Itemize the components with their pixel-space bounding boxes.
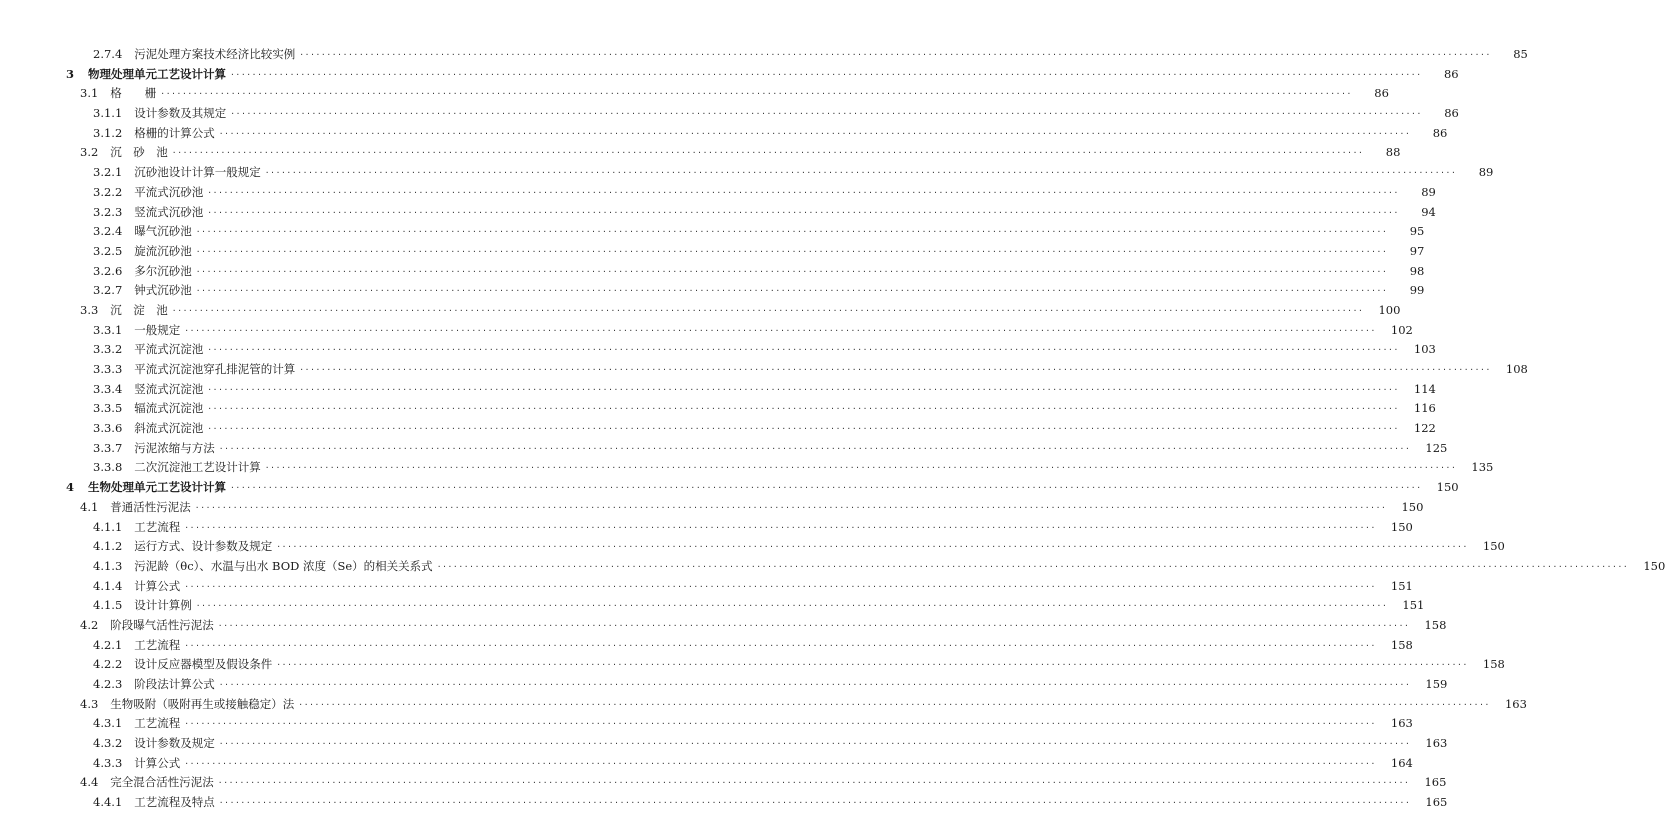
- toc-entry-label: [0, 675, 215, 695]
- toc-entry: [0, 163, 1494, 183]
- toc-entry-page: 86: [1374, 86, 1389, 101]
- dot-leader: ····························································································································································································································: [195, 286, 1388, 296]
- toc-entry-number: 3.1: [80, 86, 99, 101]
- dot-leader: ····························································································································································································································: [207, 207, 1399, 217]
- toc-entry-label: [0, 183, 203, 203]
- toc-entry: [0, 655, 1505, 675]
- toc-entry: [0, 616, 1447, 636]
- toc-entry-title: 竖流式沉淀池: [134, 381, 204, 396]
- toc-entry-label: [0, 793, 215, 813]
- toc-entry-page: 150: [1436, 480, 1459, 495]
- toc-entry-label: [0, 281, 192, 301]
- toc-entry: [0, 793, 1448, 813]
- toc-entry-page: 163: [1425, 736, 1448, 751]
- toc-entry: [0, 458, 1494, 478]
- dot-leader: ····························································································································································································································: [160, 89, 1352, 99]
- toc-entry-label: [0, 203, 203, 223]
- toc-entry: [0, 734, 1448, 754]
- toc-entry: [0, 557, 1665, 577]
- dot-leader: ····························································································································································································································: [218, 798, 1411, 808]
- toc-entry-page: 85: [1513, 47, 1528, 61]
- dot-leader: ····························································································································································································································: [218, 680, 1411, 689]
- toc-entry-number: 2.7.4: [93, 47, 123, 61]
- toc-entry-title: 沉砂池设计计算一般规定: [134, 165, 261, 180]
- toc-entry-title: 钟式沉砂池: [134, 283, 192, 298]
- toc-entry-title: 平流式沉淀池穿孔排泥管的计算: [134, 362, 296, 376]
- toc-entry-title: 设计参数及规定: [134, 736, 215, 751]
- toc-entry-label: [0, 518, 180, 538]
- dot-leader: ····························································································································································································································: [218, 128, 1411, 138]
- toc-entry: [0, 65, 1459, 85]
- dot-leader: ····························································································································································································································: [217, 620, 1410, 630]
- toc-entry-label: [0, 399, 203, 419]
- toc-entry: [0, 84, 1389, 104]
- toc-entry-label: [0, 262, 192, 282]
- dot-leader: ····························································································································································································································: [207, 404, 1399, 414]
- toc-entry-number: 3.3.1: [93, 322, 123, 337]
- toc-entry-title: 计算公式: [134, 578, 181, 593]
- dot-leader: ····························································································································································································································: [207, 345, 1399, 355]
- toc-entry-label: [0, 596, 192, 616]
- toc-entry: [0, 577, 1413, 597]
- dot-leader: ····························································································································································································································: [171, 148, 1364, 158]
- dot-leader: ····························································································································································································································: [299, 365, 1491, 374]
- toc-entry-title: 污泥龄（θc）、水温与出水 BOD 浓度（Se）的相关关系式: [134, 558, 433, 573]
- table-of-contents: [0, 45, 1665, 813]
- toc-entry-title: 一般规定: [134, 322, 181, 337]
- toc-entry-title: 工艺流程: [134, 637, 181, 652]
- toc-entry-title: 曝气沉砂池: [134, 224, 192, 239]
- toc-entry-label: [0, 143, 168, 163]
- toc-entry-number: 3.2.1: [93, 165, 123, 180]
- toc-entry-label: [0, 65, 226, 85]
- toc-entry-title: 旋流沉砂池: [134, 243, 192, 258]
- toc-entry-title: 污泥浓缩与方法: [134, 440, 215, 455]
- toc-entry-number: 4.1.3: [93, 558, 123, 573]
- toc-entry-label: [0, 104, 226, 124]
- toc-entry-label: [0, 301, 168, 321]
- toc-entry-label: [0, 419, 203, 439]
- toc-entry: [0, 754, 1413, 774]
- toc-entry-title: 物理处理单元工艺设计计算: [88, 66, 227, 81]
- dot-leader: ····························································································································································································································: [184, 522, 1376, 532]
- toc-entry-number: 4.3.1: [93, 716, 123, 731]
- toc-entry-page: 135: [1471, 460, 1494, 475]
- dot-leader: ····························································································································································································································: [195, 266, 1388, 276]
- dot-leader: ····························································································································································································································: [195, 601, 1388, 611]
- toc-entry-page: 88: [1385, 145, 1401, 160]
- toc-entry-label: [0, 714, 180, 734]
- dot-leader: ····························································································································································································································: [207, 187, 1399, 197]
- toc-entry: [0, 321, 1413, 341]
- toc-entry: [0, 124, 1448, 144]
- toc-entry-page: 89: [1478, 165, 1494, 180]
- toc-entry: [0, 537, 1505, 557]
- toc-entry-title: 多尔沉砂池: [134, 263, 192, 278]
- toc-entry-number: 3.1.1: [93, 106, 123, 121]
- toc-entry-number: 4.1.5: [93, 598, 123, 613]
- toc-entry-label: [0, 45, 295, 65]
- dot-leader: ····························································································································································································································: [264, 463, 1457, 473]
- dot-leader: ····························································································································································································································: [230, 69, 1422, 79]
- toc-entry: [0, 242, 1425, 262]
- toc-entry-title: 设计反应器模型及假设条件: [134, 657, 273, 672]
- dot-leader: ····························································································································································································································: [299, 50, 1491, 59]
- toc-entry-page: 116: [1413, 401, 1436, 416]
- toc-entry-number: 3.2: [80, 145, 99, 160]
- toc-entry: [0, 262, 1425, 282]
- toc-entry-title: 污泥处理方案技术经济比较实例: [134, 47, 296, 61]
- toc-entry-number: 3.3.8: [93, 460, 123, 475]
- toc-entry: [0, 695, 1527, 715]
- dot-leader: ····························································································································································································································: [184, 581, 1376, 591]
- toc-entry-label: [0, 84, 156, 104]
- toc-entry-title: 设计计算例: [134, 598, 192, 613]
- toc-entry: [0, 399, 1436, 419]
- toc-entry: [0, 281, 1425, 301]
- toc-entry-label: [0, 577, 180, 597]
- toc-entry-page: 150: [1401, 499, 1424, 514]
- toc-entry-label: [0, 498, 191, 518]
- toc-entry-number: 3.3.2: [93, 342, 123, 357]
- toc-entry-title: 二次沉淀池工艺设计计算: [134, 460, 261, 475]
- toc-entry: [0, 518, 1413, 538]
- toc-entry-title: 生物吸附（吸附再生或接触稳定）法: [110, 696, 295, 711]
- toc-entry-number: 3.3.3: [93, 362, 123, 376]
- toc-entry-number: 4.4: [80, 775, 99, 790]
- toc-entry-page: 94: [1421, 204, 1436, 219]
- toc-entry-label: [0, 478, 226, 498]
- dot-leader: ····························································································································································································································: [207, 384, 1399, 394]
- toc-entry-label: [0, 754, 180, 774]
- toc-entry-number: 3.3.5: [93, 401, 123, 416]
- toc-entry-title: 工艺流程及特点: [134, 795, 215, 810]
- toc-entry: [0, 301, 1401, 321]
- toc-entry-page: 151: [1390, 578, 1413, 593]
- toc-entry: [0, 675, 1448, 695]
- toc-entry-title: 格 栅: [110, 86, 157, 101]
- toc-entry-title: 沉 砂 池: [110, 145, 168, 160]
- toc-entry-label: [0, 360, 295, 380]
- toc-entry-label: [0, 222, 192, 242]
- toc-entry-label: [0, 537, 272, 557]
- toc-entry-page: 95: [1409, 224, 1425, 239]
- toc-entry-page: 164: [1390, 755, 1413, 770]
- dot-leader: ····························································································································································································································: [264, 168, 1457, 178]
- toc-entry-number: 4.3.3: [93, 755, 123, 770]
- toc-entry: [0, 143, 1401, 163]
- toc-entry-page: 103: [1413, 342, 1436, 357]
- toc-entry: [0, 714, 1413, 734]
- toc-entry-label: [0, 557, 433, 577]
- toc-entry: [0, 380, 1436, 400]
- toc-entry-label: [0, 439, 215, 459]
- dot-leader: ····························································································································································································································: [217, 778, 1410, 788]
- toc-entry-title: 沉 淀 池: [110, 302, 168, 317]
- toc-entry-page: 158: [1424, 617, 1447, 632]
- toc-entry-page: 150: [1643, 558, 1665, 573]
- dot-leader: ····························································································································································································································: [195, 227, 1388, 237]
- toc-entry: [0, 360, 1528, 380]
- toc-entry-label: [0, 163, 261, 183]
- toc-entry-title: 平流式沉砂池: [134, 184, 204, 199]
- toc-entry-page: 163: [1504, 696, 1527, 711]
- toc-entry-title: 阶段曝气活性污泥法: [110, 617, 214, 632]
- toc-entry: [0, 419, 1436, 439]
- toc-entry-number: 4.2.1: [93, 637, 123, 652]
- toc-entry-number: 4.4.1: [93, 795, 123, 810]
- toc-entry: [0, 203, 1436, 223]
- toc-entry-page: 99: [1409, 283, 1425, 298]
- toc-entry-title: 完全混合活性污泥法: [110, 775, 214, 790]
- toc-entry-page: 86: [1444, 106, 1459, 121]
- toc-entry-page: 125: [1425, 440, 1448, 455]
- toc-entry-number: 4.1.4: [93, 578, 123, 593]
- dot-leader: ····························································································································································································································: [195, 246, 1388, 256]
- toc-entry-title: 格栅的计算公式: [134, 125, 215, 140]
- toc-entry: [0, 183, 1436, 203]
- toc-entry-number: 4: [66, 480, 75, 495]
- toc-entry-label: [0, 655, 272, 675]
- toc-entry-label: [0, 695, 294, 715]
- toc-entry-page: 108: [1505, 362, 1528, 376]
- toc-entry-page: 89: [1421, 184, 1436, 199]
- toc-entry-number: 4.3.2: [93, 736, 123, 751]
- toc-entry-title: 生物处理单元工艺设计计算: [88, 480, 227, 495]
- toc-entry-page: 165: [1424, 775, 1447, 790]
- dot-leader: ····························································································································································································································: [184, 758, 1376, 768]
- dot-leader: ····························································································································································································································: [194, 502, 1387, 512]
- toc-entry: [0, 439, 1448, 459]
- toc-entry-number: 4.1.1: [93, 519, 123, 534]
- toc-entry-number: 3.1.2: [93, 125, 123, 140]
- toc-entry-number: 3.2.6: [93, 263, 123, 278]
- toc-entry-title: 阶段法计算公式: [134, 677, 215, 691]
- toc-entry-page: 158: [1482, 657, 1505, 672]
- toc-entry-number: 3.3: [80, 302, 99, 317]
- toc-entry-label: [0, 458, 261, 478]
- toc-entry-page: 150: [1390, 519, 1413, 534]
- toc-entry: [0, 45, 1528, 65]
- dot-leader: ····························································································································································································································: [184, 640, 1376, 650]
- toc-entry-title: 竖流式沉砂池: [134, 204, 204, 219]
- dot-leader: ····························································································································································································································: [218, 739, 1411, 749]
- dot-leader: ····························································································································································································································: [184, 719, 1376, 729]
- toc-entry-label: [0, 616, 214, 636]
- dot-leader: ····························································································································································································································: [171, 305, 1364, 315]
- toc-entry: [0, 596, 1425, 616]
- toc-entry: [0, 340, 1436, 360]
- dot-leader: ····························································································································································································································: [436, 561, 1629, 571]
- toc-entry-number: 4.2.3: [93, 677, 123, 691]
- toc-entry-number: 3.2.2: [93, 184, 123, 199]
- dot-leader: ····························································································································································································································: [230, 109, 1422, 119]
- toc-entry-title: 斜流式沉淀池: [134, 421, 204, 436]
- toc-entry-label: [0, 773, 214, 793]
- toc-entry-number: 4.3: [80, 696, 99, 711]
- toc-entry-page: 159: [1425, 677, 1448, 691]
- toc-entry-number: 4.2.2: [93, 657, 123, 672]
- toc-entry-page: 86: [1443, 66, 1459, 81]
- toc-entry-page: 86: [1432, 125, 1448, 140]
- toc-entry-page: 102: [1390, 322, 1413, 337]
- toc-entry: [0, 104, 1459, 124]
- toc-entry-page: 150: [1482, 539, 1505, 554]
- toc-entry-number: 3.3.7: [93, 440, 123, 455]
- dot-leader: ····························································································································································································································: [207, 424, 1399, 434]
- toc-entry: [0, 478, 1459, 498]
- toc-entry: [0, 222, 1425, 242]
- toc-entry-number: 3.2.7: [93, 283, 123, 298]
- toc-entry-number: 3.2.5: [93, 243, 123, 258]
- dot-leader: ····························································································································································································································: [276, 542, 1468, 552]
- toc-entry-page: 98: [1409, 263, 1425, 278]
- dot-leader: ····························································································································································································································: [184, 325, 1376, 335]
- toc-entry-number: 3.2.4: [93, 224, 123, 239]
- toc-entry-title: 运行方式、设计参数及规定: [134, 539, 273, 554]
- toc-entry-title: 工艺流程: [134, 716, 181, 731]
- toc-entry-page: 151: [1402, 598, 1425, 613]
- toc-entry-page: 158: [1390, 637, 1413, 652]
- toc-entry-label: [0, 242, 192, 262]
- toc-entry: [0, 498, 1424, 518]
- toc-entry-number: 4.1: [80, 499, 99, 514]
- toc-entry-number: 3.2.3: [93, 204, 123, 219]
- toc-entry-number: 4.1.2: [93, 539, 123, 554]
- toc-entry-number: 3.3.6: [93, 421, 123, 436]
- toc-entry: [0, 773, 1447, 793]
- toc-entry-label: [0, 124, 215, 144]
- toc-entry-number: 4.2: [80, 617, 99, 632]
- toc-entry: [0, 636, 1413, 656]
- toc-entry-label: [0, 636, 180, 656]
- toc-entry-label: [0, 380, 203, 400]
- dot-leader: ····························································································································································································································: [218, 443, 1411, 453]
- toc-entry-title: 平流式沉淀池: [134, 342, 204, 357]
- toc-entry-title: 普通活性污泥法: [110, 499, 191, 514]
- toc-entry-page: 122: [1413, 421, 1436, 436]
- toc-entry-title: 设计参数及其规定: [134, 106, 227, 121]
- toc-entry-page: 163: [1390, 716, 1413, 731]
- toc-entry-title: 工艺流程: [134, 519, 181, 534]
- toc-entry-label: [0, 340, 203, 360]
- toc-entry-number: 3: [66, 66, 75, 81]
- toc-entry-title: 辐流式沉淀池: [134, 401, 204, 416]
- dot-leader: ····························································································································································································································: [298, 699, 1490, 709]
- toc-entry-number: 3.3.4: [93, 381, 123, 396]
- dot-leader: ····························································································································································································································: [276, 660, 1468, 670]
- toc-entry-label: [0, 321, 180, 341]
- toc-entry-page: 97: [1409, 243, 1425, 258]
- toc-entry-page: 114: [1413, 381, 1436, 396]
- dot-leader: ····························································································································································································································: [230, 483, 1422, 493]
- toc-entry-page: 100: [1378, 302, 1401, 317]
- toc-entry-label: [0, 734, 215, 754]
- toc-entry-title: 计算公式: [134, 755, 181, 770]
- toc-entry-page: 165: [1425, 795, 1448, 810]
